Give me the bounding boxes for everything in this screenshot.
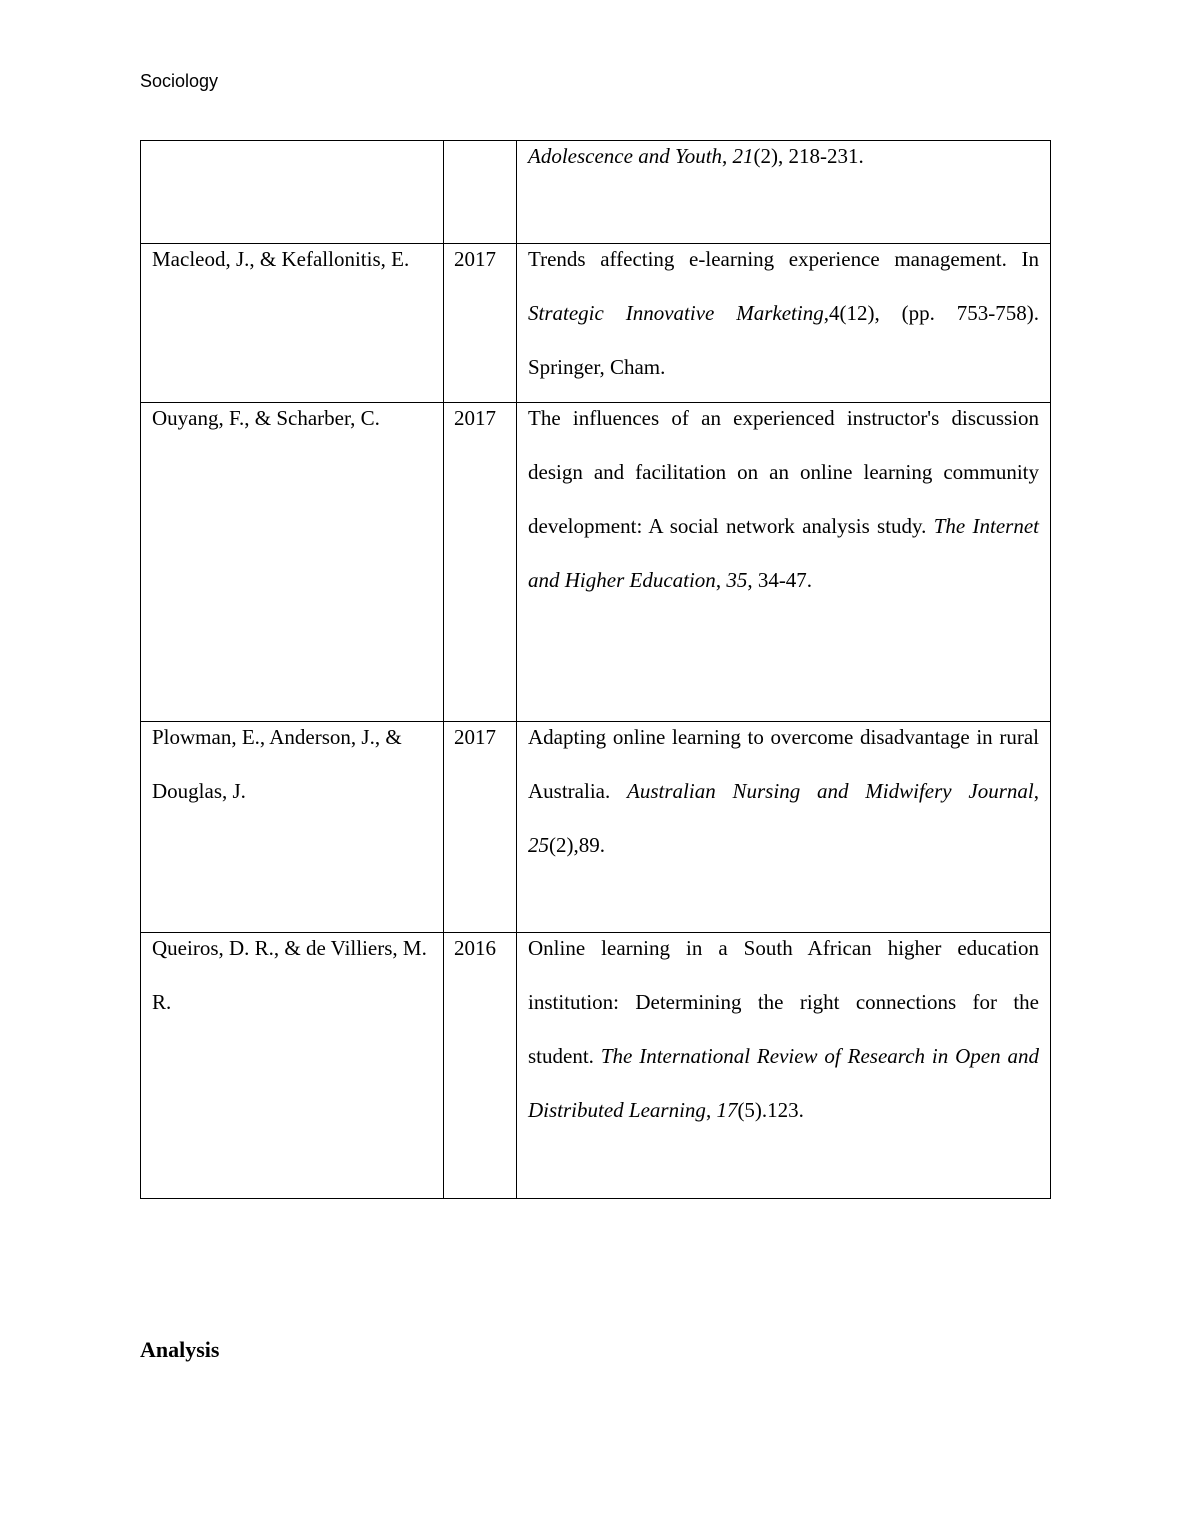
citation-segment: (5).123. [737,1098,804,1122]
citation-segment: (2),89. [549,833,605,857]
table-row [141,403,1051,722]
citation-segment: Adapting online learning to overcome disadvantage in rural Australia. [528,725,1039,803]
citation-segment: , 34-47. [747,568,813,592]
citation-cell [517,403,1051,722]
authors-cell [141,141,444,244]
year-cell-text: 2017 [454,725,496,749]
authors-cell [141,933,444,1199]
table-row [141,141,1051,244]
citation-cell [517,933,1051,1199]
authors-cell-text: Queiros, D. R., & de Villiers, M. R. [152,936,427,1014]
year-cell [444,141,517,244]
citation-segment: , [705,1098,717,1122]
citation-italic-segment: Australian Nursing and Midwifery Journal [627,779,1034,803]
year-cell [444,244,517,403]
authors-cell-text: Ouyang, F., & Scharber, C. [152,406,380,430]
table-row [141,722,1051,933]
citation-italic-segment: The International Review of Research in Open and Distributed Learning [528,1044,1039,1122]
citation-italic-segment: Adolescence and Youth [528,144,723,168]
citation-segment: Trends affecting e-learning experience management. In [528,247,1039,271]
citation-segment: , [1033,779,1039,803]
running-head: Sociology [140,71,219,91]
authors-cell-text: Macleod, J., & Kefallonitis, E. [152,247,410,271]
year-cell-text: 2016 [454,936,496,960]
authors-cell [141,244,444,403]
table-row [141,244,1051,403]
citation-cell-text [528,129,1039,183]
citation-italic-segment: 21 [732,144,754,168]
citation-cell-text [528,391,1039,607]
citation-italic-segment: 25 [528,833,549,857]
year-cell-text: 2017 [454,247,496,271]
citation-segment: (2), 218-231. [753,144,864,168]
citation-italic-segment: Strategic Innovative Marketing [528,301,824,325]
citation-cell-text [528,232,1039,394]
year-cell [444,933,517,1199]
citation-segment: Online learning in a South African higher education institution: Determining the right connections for the student. [528,936,1039,1068]
citation-italic-segment: 17 [716,1098,738,1122]
year-cell-text: 2017 [454,406,496,430]
authors-cell-text: Plowman, E., Anderson, J., & Douglas, J. [152,725,402,803]
citation-cell [517,244,1051,403]
citation-italic-segment: The Internet and Higher Education [528,514,1039,592]
year-cell [444,403,517,722]
references-table [140,140,1051,1199]
section-heading: Analysis [140,1337,220,1362]
table-row [141,933,1051,1199]
authors-cell [141,722,444,933]
citation-segment: The influences of an experienced instructor's discussion design and facilitation on an online learning community development: A social network analysis study. [528,406,1039,538]
year-cell [444,722,517,933]
citation-cell [517,722,1051,933]
citation-segment: , [722,144,733,168]
citation-cell-text [528,710,1039,872]
citation-italic-segment: 35 [726,568,748,592]
citation-cell [517,141,1051,244]
citation-segment: , [715,568,727,592]
authors-cell [141,403,444,722]
citation-segment: ,4(12), (pp. 753-758). Springer, Cham. [528,301,1040,379]
citation-cell-text [528,921,1039,1137]
